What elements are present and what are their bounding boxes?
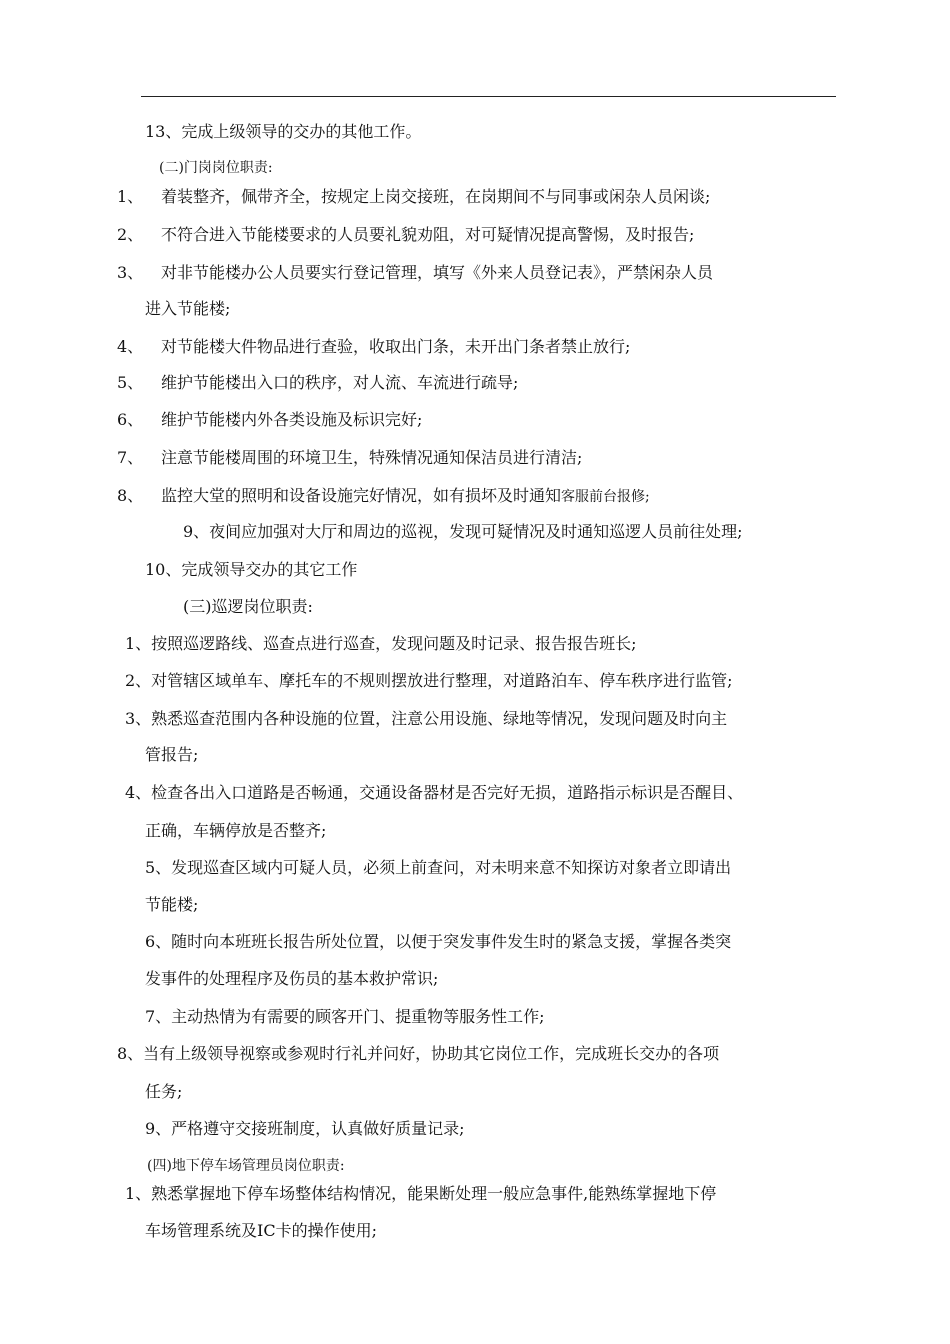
text-line: 正确，车辆停放是否整齐; (145, 821, 327, 840)
list-item: 1、按照巡逻路线、巡查点进行巡查，发现问题及时记录、报告报告班长; (125, 634, 637, 653)
list-item: 2、对管辖区域单车、摩托车的不规则摆放进行整理，对道路泊车、停车秩序进行监管; (125, 671, 733, 690)
list-item: 6、随时向本班班长报告所处位置，以便于突发事件发生时的紧急支援，掌握各类突 (145, 932, 732, 951)
list-item: 4、 对节能楼大件物品进行查验，收取出门条，未开出门条者禁止放行; (117, 337, 631, 356)
text-line: 车场管理系统及IC卡的操作使用; (145, 1221, 377, 1240)
text-line: 进入节能楼; (145, 299, 231, 318)
list-item: 6、 维护节能楼内外各类设施及标识完好; (117, 410, 423, 429)
list-item: 4、检查各出入口道路是否畅通，交通设备器材是否完好无损，道路指示标识是否醒目、 (125, 783, 744, 802)
text-line: 10、完成领导交办的其它工作 (145, 560, 358, 579)
list-item: 3、熟悉巡查范围内各种设施的位置，注意公用设施、绿地等情况，发现问题及时向主 (125, 709, 728, 728)
text-line: 9、夜间应加强对大厅和周边的巡视，发现可疑情况及时通知巡逻人员前往处理; (183, 522, 743, 541)
section-heading: (四)地下停车场管理员岗位职责: (147, 1158, 345, 1174)
section-heading: (三)巡逻岗位职责: (183, 597, 313, 616)
list-item: 5、发现巡查区域内可疑人员，必须上前查问，对未明来意不知探访对象者立即请出 (145, 858, 732, 877)
list-item: 2、 不符合进入节能楼要求的人员要礼貌劝阻，对可疑情况提高警惕，及时报告; (117, 225, 695, 244)
list-item: 1、熟悉掌握地下停车场整体结构情况，能果断处理一般应急事件,能熟练掌握地下停 (125, 1184, 717, 1203)
text-line: 任务; (145, 1082, 183, 1101)
text-line: 13、完成上级领导的交办的其他工作。 (145, 122, 422, 141)
list-item: 1、 着装整齐，佩带齐全，按规定上岗交接班，在岗期间不与同事或闲杂人员闲谈; (117, 187, 711, 206)
list-item: 7、 注意节能楼周围的环境卫生，特殊情况通知保洁员进行清洁; (117, 448, 583, 467)
header-rule (141, 96, 836, 97)
list-item: 7、主动热情为有需要的顾客开门、提重物等服务性工作; (145, 1007, 545, 1026)
text-line: 发事件的处理程序及伤员的基本救护常识; (145, 969, 439, 988)
section-heading: (二)门岗岗位职责: (159, 160, 273, 176)
list-item: 5、 维护节能楼出入口的秩序，对人流、车流进行疏导; (117, 373, 519, 392)
text-line: 管报告; (145, 745, 199, 764)
text-line: 节能楼; (145, 895, 199, 914)
list-item: 9、严格遵守交接班制度，认真做好质量记录; (145, 1119, 465, 1138)
list-item: 8、 监控大堂的照明和设备设施完好情况，如有损坏及时通知客服前台报修; (117, 486, 650, 505)
list-item: 3、 对非节能楼办公人员要实行登记管理，填写《外来人员登记表》，严禁闲杂人员 (117, 263, 714, 282)
list-item: 8、当有上级领导视察或参观时行礼并问好，协助其它岗位工作，完成班长交办的各项 (117, 1044, 720, 1063)
